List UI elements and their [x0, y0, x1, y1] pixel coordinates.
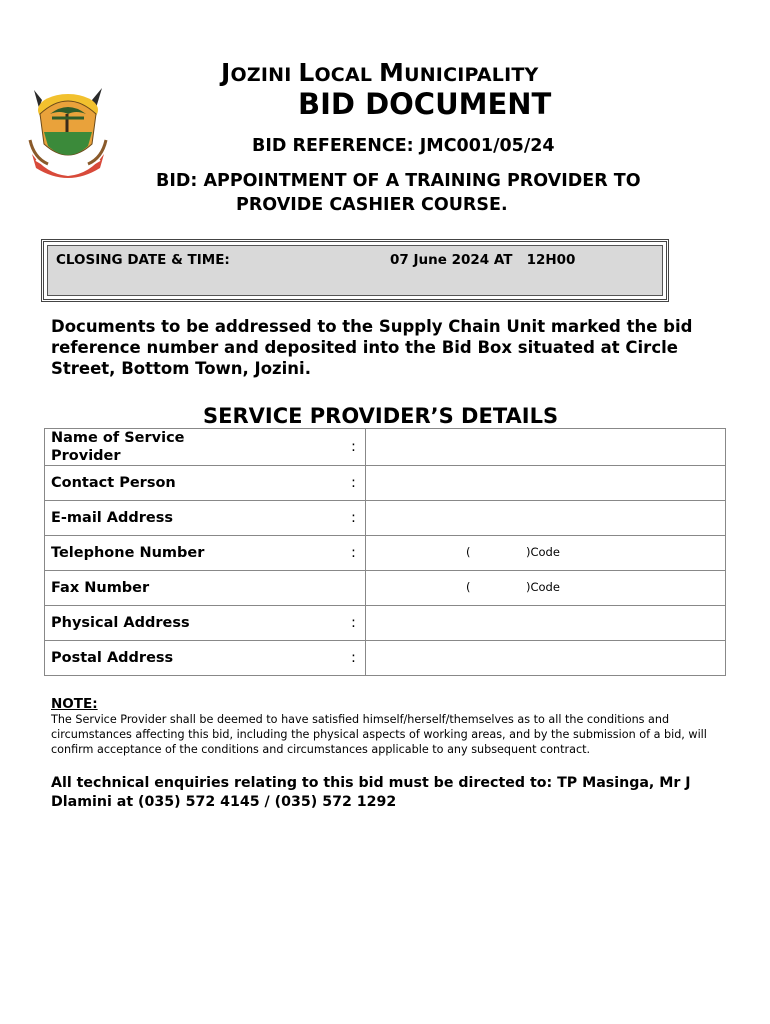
closing-date-value: 07 June 2024 AT 12H00: [390, 252, 576, 268]
municipal-crest-logo: [26, 84, 110, 184]
area-code-open-paren: (: [466, 580, 471, 594]
bid-reference: BID REFERENCE: JMC001/05/24: [252, 136, 555, 156]
contact-person-label: Contact Person: [45, 466, 352, 501]
postal-address-field[interactable]: [366, 641, 726, 676]
table-row: [45, 501, 726, 536]
colon: :: [351, 466, 366, 501]
bid-description-line2: PROVIDE CASHIER COURSE.: [236, 195, 508, 215]
service-provider-details-table: [44, 428, 726, 676]
fax-number-field[interactable]: [366, 571, 726, 606]
table-row: [45, 466, 726, 501]
area-code-label: )Code: [526, 545, 560, 559]
technical-enquiries: All technical enquiries relating to this bid must be directed to: TP Masinga, Mr J Dlamini at (035) 572 4145 / (035) 572 1292: [51, 775, 691, 810]
colon: :: [351, 429, 366, 466]
telephone-number-label: Telephone Number: [45, 536, 352, 571]
physical-address-label: Physical Address: [45, 606, 352, 641]
colon: [351, 571, 366, 606]
table-row: [45, 606, 726, 641]
name-of-service-provider-label: Name of Service Provider: [45, 429, 352, 466]
note-text: The Service Provider shall be deemed to have satisfied himself/herself/themselves as to all the conditions and circumstances affecting this bid, including the physical aspects of working areas, and by the submission of a bid, will confirm acceptance of the conditions and circumstances applicable to any subsequent contract.: [51, 713, 707, 756]
service-provider-section-title: SERVICE PROVIDER’S DETAILS: [203, 404, 559, 428]
table-row: [45, 536, 726, 571]
contact-person-field[interactable]: [366, 466, 726, 501]
table-row: [45, 571, 726, 606]
closing-date-box: [41, 239, 669, 302]
document-title: BID DOCUMENT: [298, 87, 552, 121]
physical-address-field[interactable]: [366, 606, 726, 641]
table-row: [45, 641, 726, 676]
closing-date-label: CLOSING DATE & TIME:: [56, 252, 230, 268]
area-code-label: )Code: [526, 580, 560, 594]
bid-description-line1: BID: APPOINTMENT OF A TRAINING PROVIDER TO: [156, 171, 641, 191]
area-code-open-paren: (: [466, 545, 471, 559]
colon: :: [351, 501, 366, 536]
email-address-field[interactable]: [366, 501, 726, 536]
colon: :: [351, 641, 366, 676]
postal-address-label: Postal Address: [45, 641, 352, 676]
colon: :: [351, 606, 366, 641]
service-provider-name-field[interactable]: [366, 429, 726, 466]
fax-number-label: Fax Number: [45, 571, 352, 606]
email-address-label: E-mail Address: [45, 501, 352, 536]
telephone-number-field[interactable]: [366, 536, 726, 571]
table-row: [45, 429, 726, 466]
note-heading: NOTE:: [51, 696, 98, 712]
submission-instructions: Documents to be addressed to the Supply Chain Unit marked the bid reference number and deposited into the Bid Box situated at Circle Street, Bottom Town, Jozini.: [51, 317, 693, 378]
municipality-name: JOZINI LOCAL MUNICIPALITY: [221, 58, 539, 87]
colon: :: [351, 536, 366, 571]
